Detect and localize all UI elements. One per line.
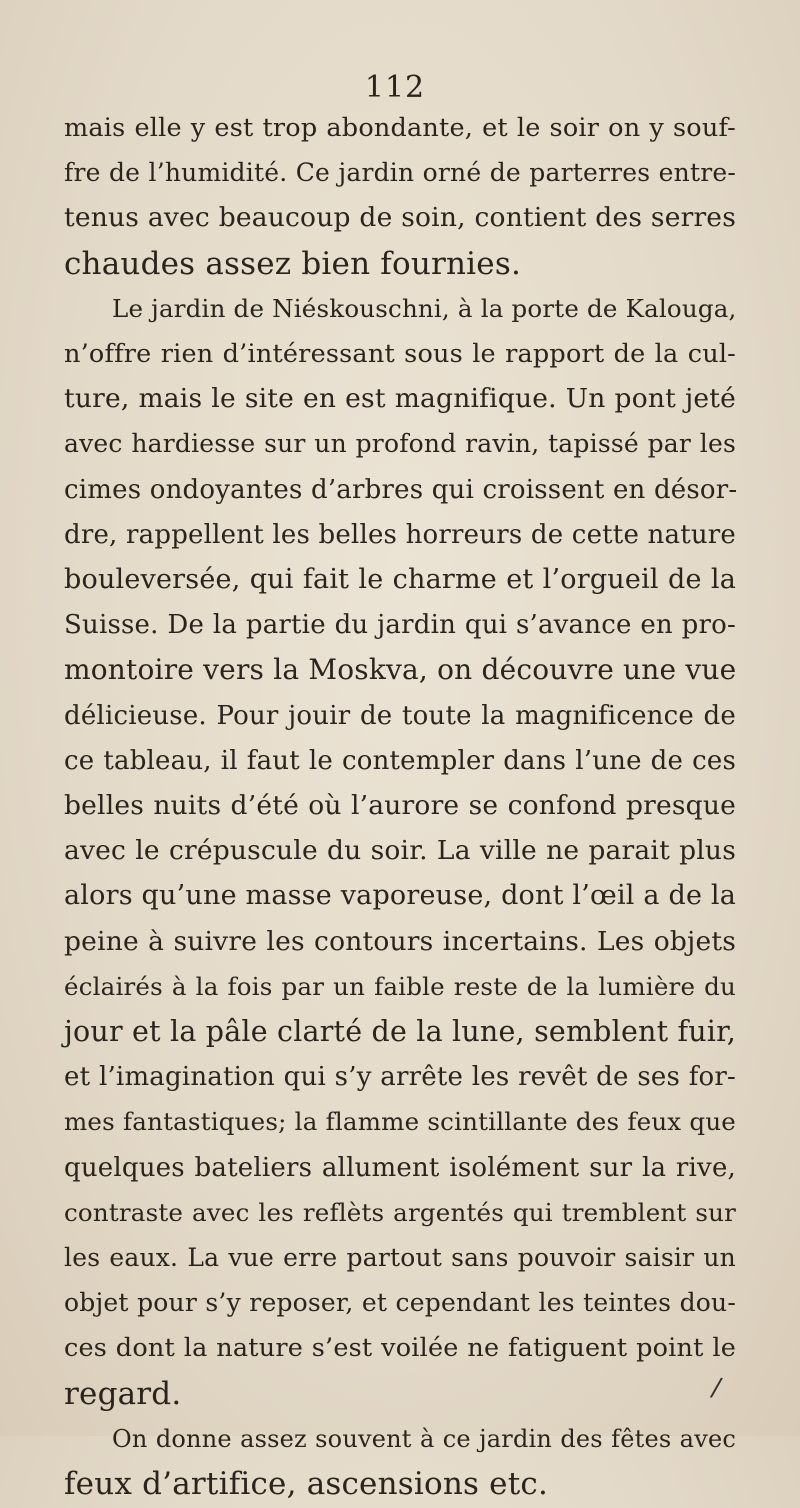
text-line: éclairés à la fois par un faible reste de la lumière du: [64, 971, 736, 1001]
text-line: ture, mais le site en est magnifique. Un pont jeté: [64, 383, 736, 415]
text-line: Le jardin de Niéskouschni, à la porte de Kalouga,: [112, 293, 737, 323]
text-line: avec hardiesse sur un profond ravin, tapissé par les: [64, 429, 736, 459]
text-line: feux d’artifice, ascensions etc.: [64, 1466, 548, 1502]
text-line: cimes ondoyantes d’arbres qui croissent en désor-: [64, 474, 738, 505]
text-line: et l’imagination qui s’y arrête les revêt de ses for-: [64, 1062, 736, 1093]
text-line: On donne assez souvent à ce jardin des fêtes avec: [112, 1424, 736, 1453]
text-line: contraste avec les reflèts argentés qui tremblent sur: [64, 1197, 736, 1227]
text-line: mais elle y est trop abondante, et le soir on y souf-: [64, 113, 736, 143]
page-number: 112: [364, 70, 426, 105]
text-line: n’offre rien d’intéressant sous le rapport de la cul-: [64, 339, 736, 369]
text-line: jour et la pâle clarté de la lune, semblent fuir,: [64, 1015, 737, 1048]
text-line: belles nuits d’été où l’aurore se confond presque: [64, 790, 736, 821]
text-line: avec le crépuscule du soir. La ville ne parait plus: [64, 835, 736, 867]
text-line: dre, rappellent les belles horreurs de cette nature: [64, 519, 736, 550]
text-line: regard.: [64, 1375, 182, 1412]
text-line: fre de l’humidité. Ce jardin orné de parterres entre-: [64, 158, 736, 188]
text-line: Suisse. De la partie du jardin qui s’avance en pro-: [64, 610, 736, 641]
text-line: objet pour s’y reposer, et cependant les teintes dou-: [64, 1288, 736, 1318]
text-line: alors qu’une masse vaporeuse, dont l’œil a de la: [64, 880, 737, 912]
stray-mark: /: [708, 1372, 724, 1404]
text-line: mes fantastiques; la flamme scintillante des feux que: [64, 1107, 736, 1137]
text-line: peine à suivre les contours incertains. Les objets: [64, 925, 736, 957]
text-line: ces dont la nature s’est voilée ne fatiguent point le: [64, 1333, 736, 1364]
text-line: ce tableau, il faut le contempler dans l’une de ces: [64, 745, 736, 776]
text-line: quelques bateliers allument isolément sur la rive,: [64, 1152, 736, 1183]
text-line: montoire vers la Moskva, on découvre une vue: [64, 653, 737, 687]
text-line: délicieuse. Pour jouir de toute la magnificence de: [64, 700, 736, 731]
text-line: les eaux. La vue erre partout sans pouvoir saisir un: [64, 1243, 736, 1272]
text-line: bouleversée, qui fait le charme et l’orgueil de la: [64, 564, 736, 595]
text-line: chaudes assez bien fournies.: [64, 245, 521, 282]
text-line: tenus avec beaucoup de soin, contient des serres: [64, 202, 736, 234]
